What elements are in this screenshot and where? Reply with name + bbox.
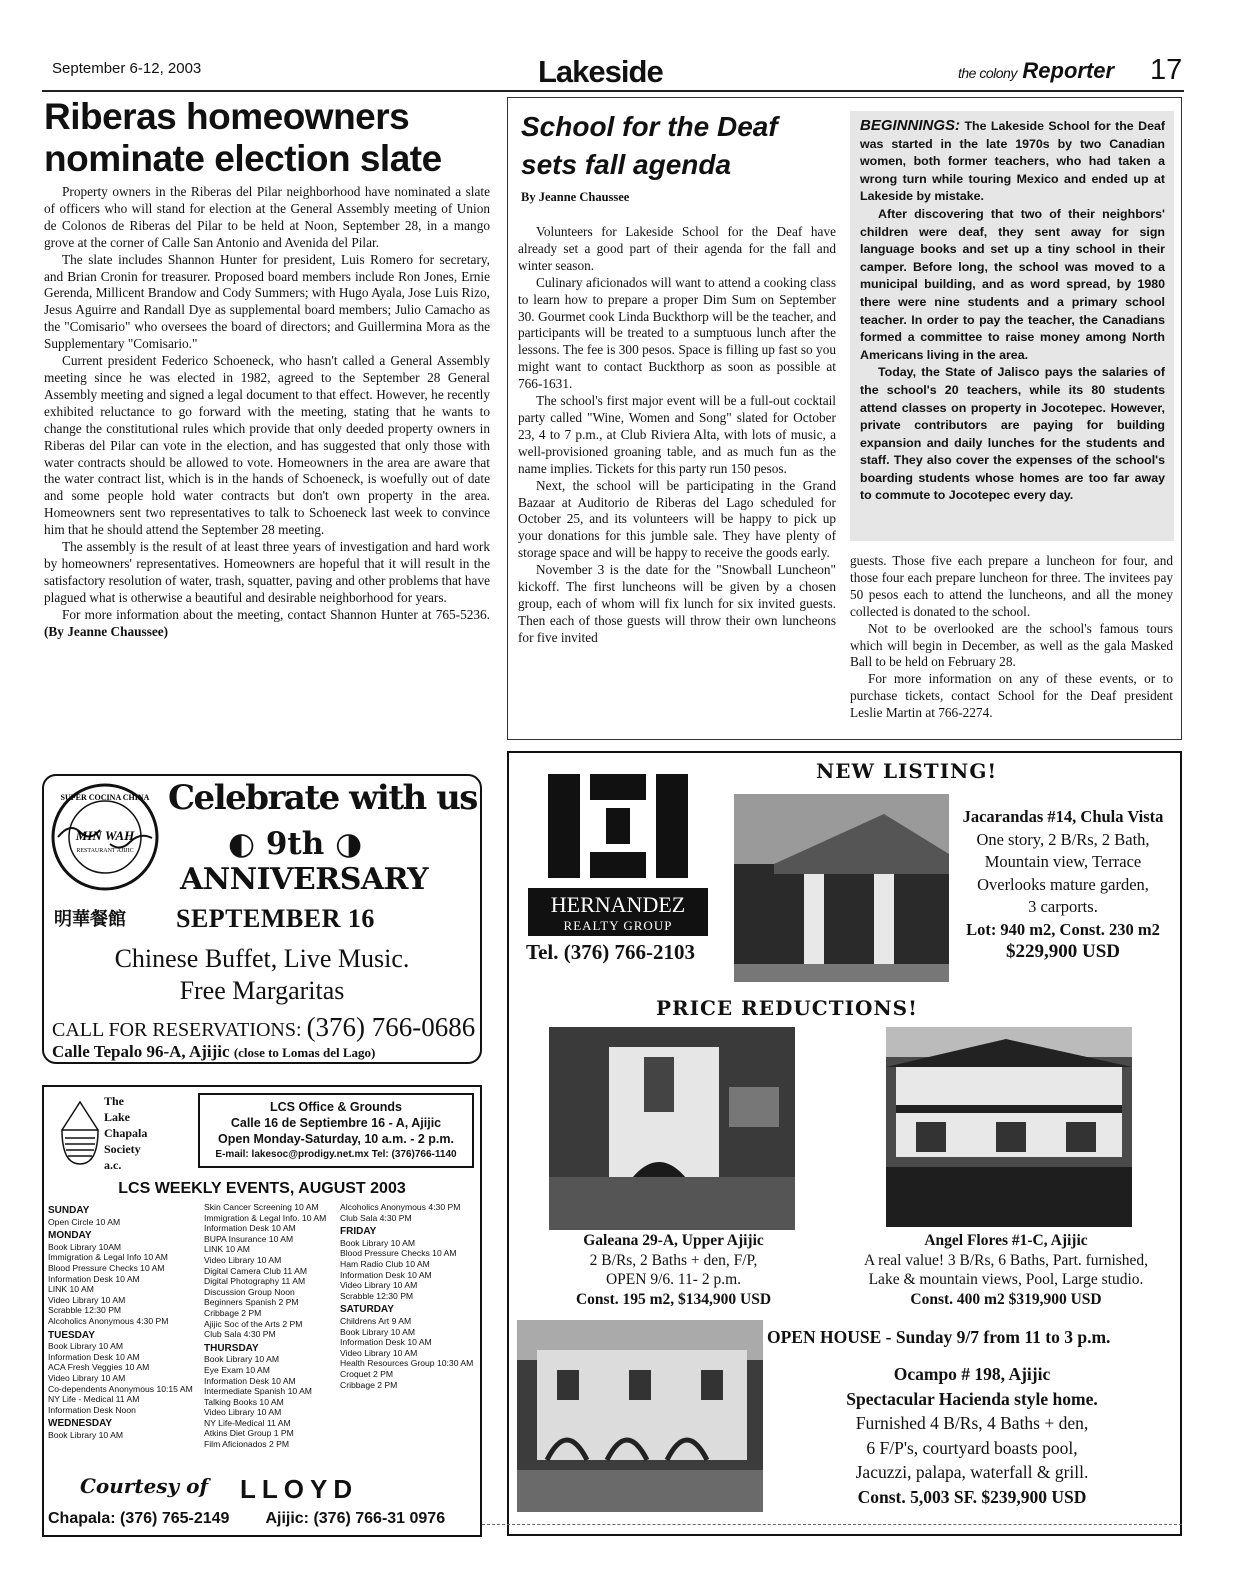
school-byline: By Jeanne Chaussee bbox=[521, 190, 630, 204]
event-item: NY Life-Medical 11 AM bbox=[204, 1417, 291, 1428]
minwah-celebrate: Celebrate with us bbox=[168, 778, 477, 818]
lcs-office-title: LCS Office & Grounds bbox=[270, 1100, 402, 1114]
lcs-office-box bbox=[198, 1093, 474, 1168]
event-item: Ham Radio Club 10 AM bbox=[340, 1258, 430, 1269]
hernandez-logo bbox=[520, 760, 716, 940]
event-item: Video Library 10 AM bbox=[340, 1347, 418, 1358]
listing-angel-flores bbox=[836, 1231, 1176, 1309]
event-item: Information Desk 10 AM bbox=[340, 1269, 432, 1280]
event-item: Croquet 2 PM bbox=[340, 1368, 394, 1379]
lcs-events-column-1 bbox=[48, 1202, 198, 1440]
event-item: Cribbage 2 PM bbox=[340, 1379, 398, 1390]
swirl-left-icon: ◐ bbox=[228, 826, 266, 862]
event-item: Atkins Diet Group 1 PM bbox=[204, 1428, 294, 1439]
event-item: Book Library 10 AM bbox=[340, 1326, 415, 1337]
event-item: Club Sala 4:30 PM bbox=[340, 1212, 412, 1223]
event-item: Blood Pressure Checks 10 AM bbox=[48, 1262, 165, 1273]
listing-line: Furnished 4 B/Rs, 4 Baths + den, bbox=[855, 1413, 1089, 1433]
minwah-address-note: (close to Lomas del Lago) bbox=[233, 1045, 376, 1060]
event-item: Discussion Group Noon bbox=[204, 1286, 295, 1297]
event-day-heading: WEDNESDAY bbox=[48, 1418, 113, 1430]
lcs-lake-logo bbox=[58, 1094, 102, 1168]
paper-name bbox=[958, 58, 1114, 84]
lcs-office-address: Calle 16 de Septiembre 16 - A, Ajijic bbox=[230, 1116, 442, 1130]
riberas-paragraph: Current president Federico Schoeneck, who hasn't called a General Assembly meeting since he was elected in 1982, agreed to the September 28 General Assembly meeting and signed a legal document to that effect. However, he recently exhibited reluctance to go forward with the meeting, stating that he wants to change the constitutional rules which provide that only deeded property owners in Riberas del Pilar can vote in the election, and has suggested that only those with water contracts should be allowed to vote. Homeowners in the area are aware that the water contract list, which is in the hands of Schoeneck, is woefully out of date and some people hold water contracts but don't own property in the area. Homeowners sent two representatives to talk to Schoeneck last week to convince him that he should attend the September 28 meeting. bbox=[44, 353, 490, 538]
hernandez-logo-sub: REALTY GROUP bbox=[563, 918, 673, 933]
listing-line: Overlooks mature garden, bbox=[977, 874, 1149, 894]
event-item: Book Library 10AM bbox=[48, 1241, 122, 1252]
listing-line: One story, 2 B/Rs, 2 Bath, bbox=[976, 829, 1150, 849]
event-item: Film Aficionados 2 PM bbox=[204, 1439, 290, 1450]
lcs-courtesy: Courtesy of bbox=[80, 1474, 209, 1498]
event-item: Skin Cancer Screening 10 AM bbox=[204, 1202, 319, 1212]
swirl-right-icon: ◑ bbox=[324, 826, 363, 862]
minwah-chinese-name: 明華餐館 bbox=[54, 909, 126, 929]
phone-ajijic: Ajijic: (376) 766-31 0976 bbox=[265, 1510, 446, 1527]
event-item: Information Desk 10 AM bbox=[340, 1337, 432, 1348]
listing-line: 6 F/P's, courtyard boasts pool, bbox=[866, 1437, 1078, 1458]
event-item: Alcoholics Anonymous 4:30 PM bbox=[48, 1315, 169, 1326]
listing-line: Jacuzzi, palapa, waterfall & grill. bbox=[855, 1462, 1089, 1482]
minwah-date: SEPTEMBER 16 bbox=[176, 904, 375, 933]
listing-line: Galeana 29-A, Upper Ajijic bbox=[583, 1232, 764, 1249]
beginnings-text bbox=[860, 117, 1165, 505]
listing-price: $229,900 USD bbox=[1005, 941, 1120, 962]
event-item: Video Library 10 AM bbox=[48, 1372, 126, 1383]
paper-small: the colony bbox=[958, 65, 1017, 81]
event-item: Video Library 10 AM bbox=[204, 1407, 282, 1418]
event-item: Eye Exam 10 AM bbox=[204, 1364, 270, 1375]
event-item: Alcoholics Anonymous 4:30 PM bbox=[340, 1202, 461, 1212]
listing-price: Const. 5,003 SF. $239,900 USD bbox=[857, 1486, 1087, 1507]
hernandez-tel: Tel. (376) 766-2103 bbox=[526, 940, 695, 964]
event-item: ACA Fresh Veggies 10 AM bbox=[48, 1362, 150, 1373]
riberas-contact: For more information about the meeting, contact Shannon Hunter at 765-5236. bbox=[62, 606, 490, 622]
minwah-logo-sub: RESTAURANT AJIJIC bbox=[76, 848, 134, 854]
event-item: Blood Pressure Checks 10 AM bbox=[340, 1248, 457, 1259]
minwah-logo-name: MIN WAH bbox=[75, 828, 135, 843]
listing-line: 2 B/Rs, 2 Baths + den, F/P, bbox=[589, 1251, 758, 1269]
page-number: 17 bbox=[1150, 54, 1183, 86]
lcs-name-line: The bbox=[104, 1094, 125, 1108]
minwah-ninth bbox=[228, 826, 362, 862]
lcs-phones bbox=[48, 1510, 445, 1528]
minwah-address bbox=[52, 1042, 375, 1062]
listing-photo-ocampo bbox=[517, 1320, 763, 1512]
event-item: Immigration & Legal Info. 10 AM bbox=[204, 1212, 327, 1223]
event-item: Open Circle 10 AM bbox=[48, 1216, 121, 1227]
lcs-name-line: a.c. bbox=[104, 1158, 122, 1172]
event-day-heading: THURSDAY bbox=[204, 1342, 259, 1354]
event-item: Cribbage 2 PM bbox=[204, 1307, 262, 1318]
event-item: Ajijic Soc of the Arts 2 PM bbox=[204, 1318, 303, 1329]
masthead-rule bbox=[42, 90, 1184, 92]
event-item: Scrabble 12:30 PM bbox=[340, 1290, 414, 1301]
listing-line: Lot: 940 m2, Const. 230 m2 bbox=[966, 919, 1160, 939]
lcs-society-name bbox=[104, 1093, 147, 1173]
lcs-name-line: Society bbox=[104, 1142, 141, 1156]
event-item: Health Resources Group 10:30 AM bbox=[340, 1358, 474, 1369]
event-day-heading: FRIDAY bbox=[340, 1226, 377, 1238]
school-paragraph: Not to be overlooked are the school's famous tours which will begin in December, as well as the gala Masked Ball to be held on February 28. bbox=[850, 620, 1173, 670]
event-item: Information Desk 10 AM bbox=[48, 1351, 140, 1362]
event-day-heading: TUESDAY bbox=[48, 1329, 95, 1341]
hernandez-logo-name: HERNANDEZ bbox=[550, 892, 686, 917]
event-item: Information Desk 10 AM bbox=[204, 1223, 296, 1234]
event-item: Video Library 10 AM bbox=[340, 1280, 418, 1291]
phone-chapala: Chapala: (376) 765-2149 bbox=[48, 1510, 230, 1527]
lloyd-logo: LLOYD bbox=[240, 1474, 359, 1504]
event-item: LINK 10 AM bbox=[48, 1284, 94, 1295]
event-item: NY Life - Medical 11 AM bbox=[48, 1394, 140, 1405]
minwah-phone: (376) 766-0686 bbox=[306, 1012, 476, 1042]
lcs-events-column-3 bbox=[340, 1202, 478, 1390]
event-day-heading: SATURDAY bbox=[340, 1304, 394, 1316]
listing-photo-angel-flores bbox=[886, 1027, 1132, 1227]
beginnings-lead: BEGINNINGS: bbox=[860, 117, 961, 134]
school-paragraph: The school's first major event will be a full-out cocktail party called "Wine, Women and Song" slated for October 23, 4 to 7 p.m., at Club Riviera Alta, with lots of music, a well-provisioned groaning table, and as much fun as the name implies. Tickets for this party run 150 pesos. bbox=[518, 393, 836, 476]
event-item: Club Sala 4:30 PM bbox=[204, 1329, 276, 1340]
listing-line: OPEN 9/6. 11- 2 p.m. bbox=[605, 1271, 742, 1288]
event-item: Book Library 10 AM bbox=[204, 1354, 279, 1365]
lcs-office-contact: E-mail: lakesoc@prodigy.net.mx Tel: (376)766-1140 bbox=[215, 1149, 457, 1160]
school-paragraph: For more information on any of these events, or to purchase tickets, contact School for the Deaf president Leslie Martin at 766-2274. bbox=[850, 671, 1173, 721]
beginnings-paragraph bbox=[860, 117, 1165, 206]
school-body bbox=[518, 224, 836, 647]
lcs-events-title: LCS WEEKLY EVENTS, AUGUST 2003 bbox=[118, 1180, 406, 1197]
beginnings-paragraph: After discovering that two of their neighbors' children were deaf, they sent away for sign language books and set up a tiny school in their camper. Before long, the school was moved to a municipal building, and as word spread, by 1980 there were nine students and a primary school teacher. In order to pay the teacher, the Canadians formed a committee to raise money among North Americans living in the area. bbox=[860, 206, 1165, 362]
riberas-headline-2: nominate election slate bbox=[44, 138, 442, 179]
minwah-anniversary: ANNIVERSARY bbox=[180, 862, 429, 897]
school-paragraph: Next, the school will be participating in the Grand Bazaar at Auditorio de Riberas del Lago scheduled for October 25, and its volunteers will be happy to pick up your donations for this jumble sale. They have plenty of storage space and will be happy to receive the goods early. bbox=[518, 477, 836, 561]
minwah-buffet: Chinese Buffet, Live Music. bbox=[114, 944, 410, 973]
riberas-paragraph bbox=[44, 607, 490, 641]
riberas-paragraph: The assembly is the result of at least three years of investigation and hard work by homeowners' representatives. Homeowners are hopeful that it will result in the satisfactory resolution of water, trash, squatter, paving and other problems that have plagued what is otherwise a beautiful and desirable neighborhood for years. bbox=[44, 539, 490, 605]
riberas-paragraph: Property owners in the Riberas del Pilar neighborhood have nominated a slate of officers who will stand for election at the General Assembly meeting of Union de Colonos de Riberas del Pilar to be held at Noon, September 28, in a mango grove at the corner of Calle San Antonio and Avenida del Pilar. bbox=[44, 184, 490, 250]
event-item: Beginners Spanish 2 PM bbox=[204, 1297, 299, 1308]
lcs-name-line: Lake bbox=[104, 1110, 131, 1124]
listing-line: Lake & mountain views, Pool, Large studio. bbox=[868, 1271, 1144, 1288]
riberas-credit: (By Jeanne Chaussee) bbox=[44, 623, 169, 639]
school-paragraph: Volunteers for Lakeside School for the Deaf have already set a good part of their agenda for the fall and winter season. bbox=[518, 224, 836, 273]
event-item: BUPA Insurance 10 AM bbox=[204, 1233, 294, 1244]
event-item: Book Library 10 AM bbox=[48, 1341, 123, 1352]
new-listing-heading: NEW LISTING! bbox=[816, 759, 998, 783]
minwah-ninth-text: 9th bbox=[265, 826, 325, 862]
lcs-name-line: Chapala bbox=[104, 1126, 148, 1140]
school-paragraph: Culinary aficionados will want to attend a cooking class to learn how to prepare a proper Dim Sum on September 30. Gourmet cook Linda Buckthorp will be the teacher, and participants will be treated to a sumptuous lunch after the lessons. The fee is 300 pesos. Space is filling up fast so you might want to contact Buckthorp as soon as possible at 766-1631. bbox=[518, 274, 836, 392]
event-item: Video Library 10 AM bbox=[204, 1254, 282, 1265]
event-item: Video Library 10 AM bbox=[48, 1294, 126, 1305]
page-edge-ruler bbox=[482, 1524, 1182, 1530]
event-day-heading: MONDAY bbox=[48, 1230, 92, 1242]
lcs-events-column-2 bbox=[204, 1202, 338, 1450]
listing-photo-galeana bbox=[549, 1027, 795, 1230]
beginnings-first: The Lakeside School for the Deaf was started in the late 1970s by two Canadian women, both former teachers, who had taken a wrong turn while touring Mexico and ended up at Lakeside by mistake. bbox=[860, 119, 1165, 204]
listing-line: Spectacular Hacienda style home. bbox=[846, 1388, 1098, 1409]
listing-line: Angel Flores #1-C, Ajijic bbox=[924, 1232, 1088, 1249]
section-title: Lakeside bbox=[538, 54, 663, 89]
minwah-street: Calle Tepalo 96-A, Ajijic bbox=[52, 1042, 230, 1061]
event-item: Talking Books 10 AM bbox=[204, 1396, 284, 1407]
listing-galeana bbox=[526, 1231, 821, 1309]
riberas-headline-1: Riberas homeowners bbox=[44, 96, 410, 137]
minwah-reservations bbox=[52, 1012, 475, 1043]
paper-reporter: Reporter bbox=[1022, 58, 1115, 83]
listing-ocampo bbox=[768, 1362, 1176, 1509]
lcs-office-hours: Open Monday-Saturday, 10 a.m. - 2 p.m. bbox=[218, 1132, 454, 1146]
event-item: LINK 10 AM bbox=[204, 1244, 250, 1255]
school-paragraph: November 3 is the date for the "Snowball Luncheon" kickoff. The first luncheons will be given by a chosen group, each of whom will fix lunch for six invited guests. Then each of those guests will throw their own luncheons for five invited bbox=[518, 562, 836, 645]
listing-line: Mountain view, Terrace bbox=[984, 852, 1142, 871]
riberas-headline bbox=[44, 96, 494, 180]
event-day-heading: SUNDAY bbox=[48, 1205, 90, 1216]
price-reductions-heading: PRICE REDUCTIONS! bbox=[656, 996, 918, 1020]
event-item: Digital Photography 11 AM bbox=[204, 1276, 306, 1287]
event-item: Book Library 10 AM bbox=[340, 1237, 415, 1248]
riberas-paragraph: The slate includes Shannon Hunter for president, Luis Romero for secretary, and Brian Cronin for treasurer. Proposed board members include Ron Jones, Ernie Gerenda, Millicent Brandow and Cody Summers; with Hugo Ayala, Jose Luis Rizo, Jesus Aguirre and Randall Dye as supplemental board members; Julio Camacho as the "Comisario" who oversees the board of directors; and Guillermina Mora as the Supplementary "Comisario." bbox=[44, 251, 490, 352]
event-item: Book Library 10 AM bbox=[48, 1429, 123, 1440]
issue-date: September 6-12, 2003 bbox=[52, 60, 202, 77]
school-headline: School for the Deaf sets fall agenda bbox=[521, 111, 778, 180]
listing-price: Const. 400 m2 $319,900 USD bbox=[910, 1290, 1102, 1308]
listing-price: Const. 195 m2, $134,900 USD bbox=[575, 1290, 772, 1308]
open-house-banner: OPEN HOUSE - Sunday 9/7 from 11 to 3 p.m. bbox=[767, 1327, 1111, 1347]
event-item: Information Desk 10 AM bbox=[48, 1273, 140, 1284]
minwah-logo bbox=[50, 782, 160, 892]
beginnings-paragraph: Today, the State of Jalisco pays the salaries of the school's 20 teachers, while its 80 students attend classes on property in Jocotepec. However, private contributors are paying for building expansion and daily lunches for the students and staff. They also cover the expenses of the school's boarding students whose homes are too far away to commute to Jocotepec every day. bbox=[860, 365, 1165, 503]
listing-line: Ocampo # 198, Ajijic bbox=[893, 1364, 1051, 1384]
riberas-body bbox=[44, 184, 490, 640]
event-item: Immigration & Legal Info 10 AM bbox=[48, 1252, 168, 1263]
minwah-call-label: CALL FOR RESERVATIONS: bbox=[52, 1019, 302, 1041]
listing-line: A real value! 3 B/Rs, 6 Baths, Part. furnished, bbox=[863, 1251, 1149, 1269]
event-item: Information Desk Noon bbox=[48, 1404, 136, 1415]
event-item: Information Desk 10 AM bbox=[204, 1375, 296, 1386]
minwah-logo-arc: SUPER COCINA CHINA bbox=[60, 793, 150, 802]
school-continued bbox=[850, 553, 1173, 722]
event-item: Co-dependents Anonymous 10:15 AM bbox=[48, 1383, 193, 1394]
event-item: Scrabble 12:30 PM bbox=[48, 1305, 122, 1316]
listing-photo-jacarandas bbox=[734, 794, 949, 982]
listing-jacarandas bbox=[953, 806, 1173, 964]
listing-line: Jacarandas #14, Chula Vista bbox=[962, 807, 1164, 826]
event-item: Childrens Art 9 AM bbox=[340, 1315, 412, 1326]
listing-line: 3 carports. bbox=[1028, 897, 1098, 916]
event-item: Intermediate Spanish 10 AM bbox=[204, 1386, 312, 1397]
event-item: Digital Camera Club 11 AM bbox=[204, 1265, 308, 1276]
minwah-margaritas: Free Margaritas bbox=[179, 976, 345, 1005]
school-paragraph: guests. Those five each prepare a luncheon for four, and those four each prepare luncheon for three. The invitees pay 50 pesos each to attend the luncheons, and all the money collected is donated to the school. bbox=[850, 553, 1173, 619]
